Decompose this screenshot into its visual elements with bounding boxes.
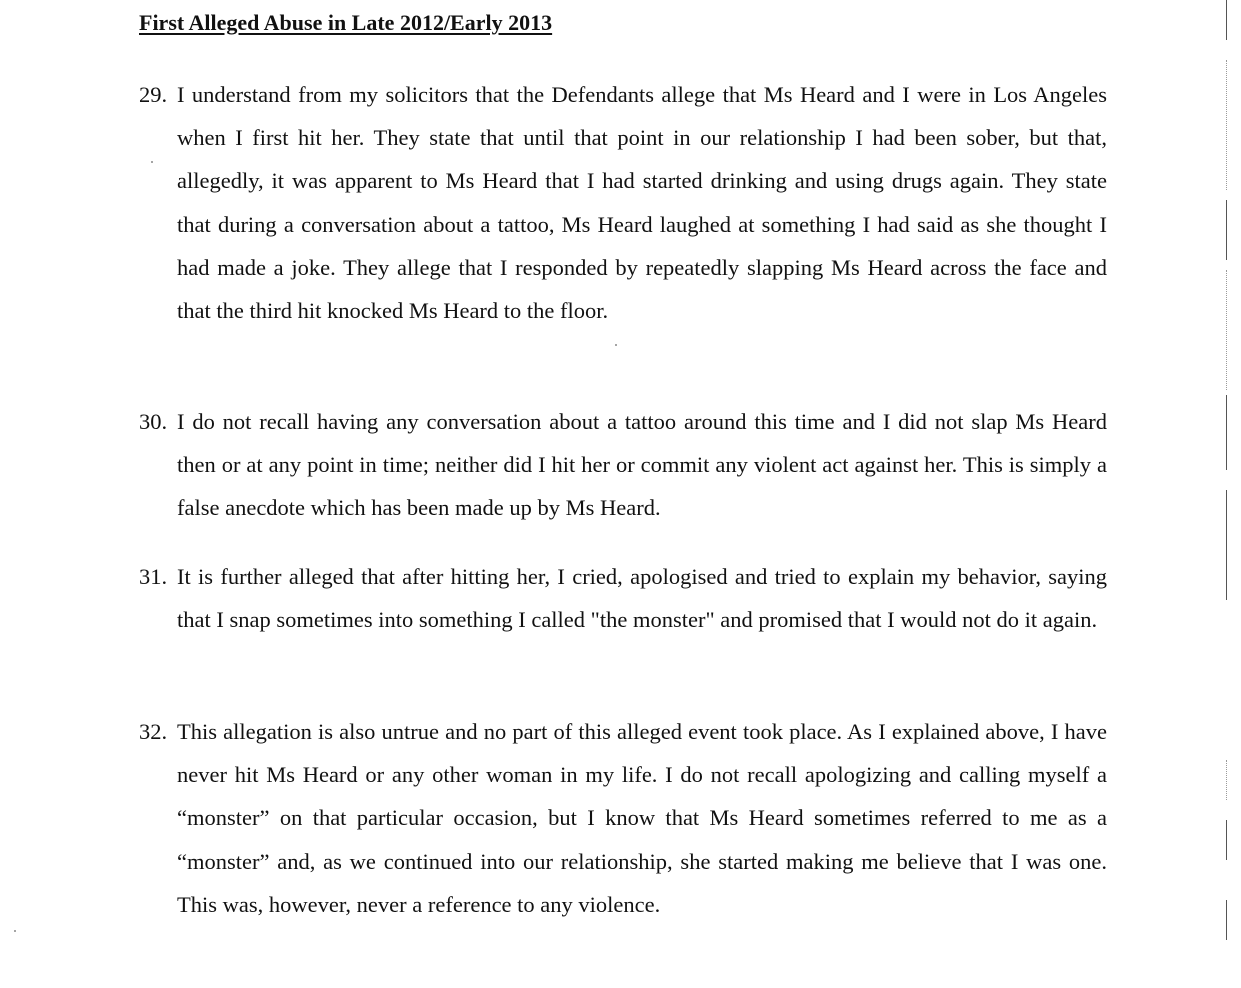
paragraph-number: 30. xyxy=(139,409,168,434)
scan-speck xyxy=(151,161,153,163)
scan-speck xyxy=(615,344,617,346)
paragraph-29 xyxy=(139,73,1107,332)
paragraph-31 xyxy=(139,555,1107,641)
paragraph-30 xyxy=(139,400,1107,530)
scan-edge-line xyxy=(1226,760,1228,800)
paragraph-number: 32. xyxy=(139,719,168,744)
scan-edge-line xyxy=(1226,490,1227,600)
scan-edge-line xyxy=(1226,820,1227,860)
paragraph-text: I understand from my solicitors that the Defendants allege that Ms Heard and I were in Los Angeles when I first hit her. They state that until that point in our relationship I had been sober, but that, allegedly, it was apparent to Ms Heard that I had started drinking and using drugs again. They state that during a conversation about a tattoo, Ms Heard laughed at something I had said as she thought I had made a joke. They allege that I responded by repeatedly slapping Ms Heard across the face and that the third hit knocked Ms Heard to the floor. xyxy=(177,82,1107,324)
paragraph-number: 31. xyxy=(139,564,168,589)
paragraph-text: This allegation is also untrue and no part of this alleged event took place. As I explained above, I have never hit Ms Heard or any other woman in my life. I do not recall apologizing and calling myself a “monster” on that particular occasion, but I know that Ms Heard sometimes referred to me as a “monster” and, as we continued into our relationship, she started making me believe that I was one. This was, however, never a reference to any violence. xyxy=(177,719,1107,917)
scan-edge-line xyxy=(1226,200,1227,260)
scan-edge-line xyxy=(1226,900,1227,940)
scan-edge-line xyxy=(1226,0,1227,40)
paragraph-number: 29. xyxy=(139,82,168,107)
scan-edge-line xyxy=(1226,395,1227,470)
section-heading: First Alleged Abuse in Late 2012/Early 2013 xyxy=(139,10,553,35)
paragraph-text: It is further alleged that after hitting her, I cried, apologised and tried to explain my behavior, saying that I snap sometimes into something I called "the monster" and promised that I would not do it again. xyxy=(177,564,1107,633)
scan-edge-line xyxy=(1226,270,1228,390)
paragraph-text: I do not recall having any conversation about a tattoo around this time and I did not slap Ms Heard then or at any point in time; neither did I hit her or commit any violent act against her. This is simply a false anecdote which has been made up by Ms Heard. xyxy=(177,409,1107,521)
paragraph-32 xyxy=(139,710,1107,926)
scan-speck xyxy=(14,930,16,932)
scan-edge-line xyxy=(1226,60,1228,190)
